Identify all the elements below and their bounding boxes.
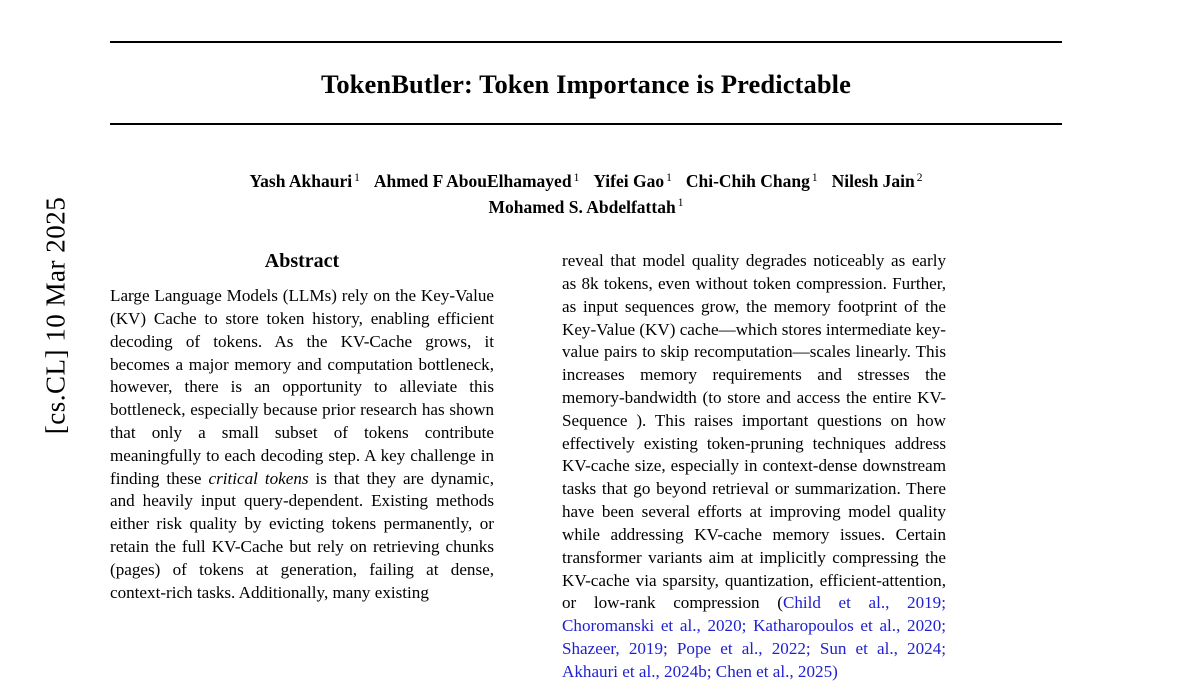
abstract-text-part-2: is that they are dynamic, and heavily input query-dependent. Existing methods either risk quality by evicting tokens permanently, or retain the full KV-Cache but rely on retrieving chunks (pages) of tokens at generation, failing at dense, context-rich tasks. Additionally, many existing	[110, 468, 494, 602]
author-affiliation-marker: 1	[666, 171, 672, 184]
two-column-body	[110, 250, 1062, 683]
title-rule-top	[110, 41, 1062, 43]
paper-content	[110, 0, 1062, 681]
abstract-paragraph	[110, 285, 494, 604]
author: Chi-Chih Chang $^1$	[685, 171, 818, 192]
author: Ahmed F AbouElhamayed $^1$	[373, 171, 580, 192]
author-affiliation-marker: 1	[811, 171, 818, 184]
author: Nilesh Jain $^2$	[831, 171, 923, 192]
abstract-italic-term: critical tokens	[208, 468, 309, 488]
abstract-text-part-1: Large Language Models (LLMs) rely on the Key-Value (KV) Cache to store token history, enabling efficient decoding of tokens. As the KV-Cache grows, it becomes a major memory and computation bottleneck, however, there is an opportunity to alleviate this bottleneck, especially because prior research has shown that only a small subset of tokens contribute meaningfully to each decoding step. A key challenge in finding these	[110, 286, 494, 488]
author-list	[110, 169, 1062, 220]
page-title: TokenButler: Token Importance is Predictable	[320, 69, 851, 100]
author-line-1	[110, 169, 1062, 194]
author: Yash Akhauri $^1$	[249, 171, 360, 192]
author-line-2	[110, 195, 1062, 220]
intro-text: reveal that model quality degrades noticeably as early as 8k tokens, even without token compression. Further, as input sequences grow, the memory footprint of the Key-Value (KV) cache—which stores intermediate key-value pairs to skip recomputation—scales linearly. This increases memory requirements and stresses the memory-bandwidth (to store and access the entire KV-Sequence ). This raises important questions on how effectively existing token-pruning techniques address KV-cache size, especially in context-dense downstream tasks that go beyond retrieval or summarization. There have been several efforts at improving model quality while addressing KV-cache memory issues. Certain transformer variants aim at implicitly compressing the KV-cache via sparsity, quantization, efficient-attention, or low-rank compression (	[562, 251, 946, 613]
author-affiliation-marker: 2	[916, 171, 923, 184]
arxiv-vertical-stamp: [cs.CL] 10 Mar 2025	[40, 196, 71, 435]
citation-link[interactable]: Child et al., 2019; Choromanski et al., 2020; Katharopoulos et al., 2020; Shazeer, 2019; Pope et al., 2022;	[562, 593, 946, 658]
author-affiliation-marker: 1	[573, 171, 580, 184]
author-affiliation-marker: 1	[354, 171, 360, 184]
title-rule-bottom	[110, 123, 1062, 125]
author: Yifei Gao $^1$	[593, 171, 672, 192]
author-affiliation-marker: 1	[677, 196, 684, 209]
author: Mohamed S. Abdelfattah $^1$	[488, 196, 684, 217]
intro-paragraph	[562, 250, 946, 683]
citation-link[interactable]: Sun et al., 2024; Akhauri et al., 2024b; Chen et al., 2025)	[562, 638, 946, 681]
intro-column	[562, 250, 946, 683]
abstract-column	[110, 250, 494, 683]
abstract-heading: Abstract	[264, 250, 340, 273]
